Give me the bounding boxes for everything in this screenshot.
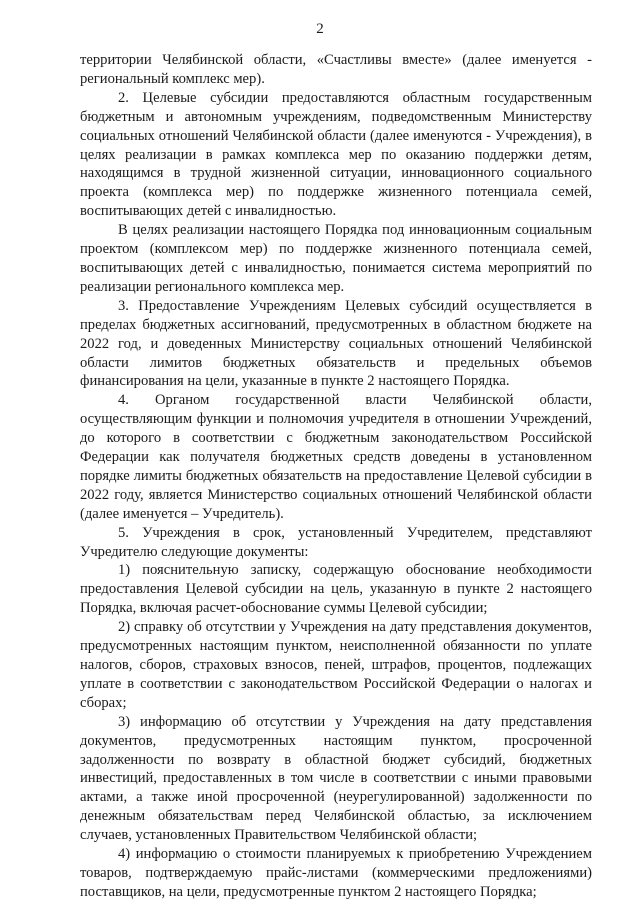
paragraph-subitem-4: 4) информацию о стоимости планируемых к приобретению Учреждением товаров, подтверждаемую прайс-листами (коммерческими предложениями) поставщиков, на цели, предусмотренные пунктом 2 настоящего Порядка; <box>80 846 592 900</box>
paragraph-subitem-1: 1) пояснительную записку, содержащую обоснование необходимости предоставления Целевой субсидии на цель, указанную в пункте 2 настоящего Порядка, включая расчет-обоснование суммы Целевой субсидии; <box>80 562 592 617</box>
page-number: 2 <box>316 21 324 37</box>
paragraph-item-5: 5. Учреждения в срок, установленный Учредителем, представляют Учредителю следующие документы: <box>80 524 592 560</box>
paragraph-definition: В целях реализации настоящего Порядка под инновационным социальным проектом (комплексом мер) по поддержке жизненного потенциала семей, воспитывающих детей с инвалидностью, понимается система мероприятий по реализации регионального комплекса мер. <box>80 222 592 295</box>
paragraph-item-4: 4. Органом государственной власти Челябинской области, осуществляющим функции и полномочия учредителя в отношении Учреждений, до которого в соответствии с бюджетным законодательством Российской Федерации как получателя бюджетных средств доведены в установленном порядке лимиты бюджетных обязательств на предоставление Целевой субсидии в 2022 году, является Министерство социальных отношений Челябинской области (далее именуется – Учредитель). <box>80 392 592 522</box>
paragraph-item-3: 3. Предоставление Учреждениям Целевых субсидий осуществляется в пределах бюджетных ассигнований, предусмотренных в областном бюджете на 2022 год, и доведенных Министерству социальных отношений Челябинской области лимитов бюджетных обязательств и предельных объемов финансирования на цели, указанные в пункте 2 настоящего Порядка. <box>80 297 592 390</box>
paragraph-subitem-2: 2) справку об отсутствии у Учреждения на дату представления документов, предусмотренных настоящим пунктом, неисполненной обязанности по уплате налогов, сборов, страховых взносов, пеней, штрафов, процентов, подлежащих уплате в соответствии с законодательством Российской Федерации о налогах и сборах; <box>80 619 592 711</box>
paragraph-item-2: 2. Целевые субсидии предоставляются областным государственным бюджетным и автономным учреждениям, подведомственным Министерству социальных отношений Челябинской области (далее именуются - Учреждения), в целях реализации в рамках комплекса мер по оказанию поддержки детям, находящимся в трудной жизненной ситуации, инновационного социального проекта (комплекса мер) по поддержке жизненного потенциала семей, воспитывающих детей с инвалидностью. <box>80 89 592 220</box>
document-body <box>80 51 592 902</box>
paragraph-continuation: территории Челябинской области, «Счастливы вместе» (далее именуется - региональный комплекс мер). <box>80 52 592 87</box>
paragraph-subitem-3: 3) информацию об отсутствии у Учреждения на дату представления документов, предусмотренных настоящим пунктом, просроченной задолженности по возврату в областной бюджет субсидий, бюджетных инвестиций, предоставленных в том числе в соответствии с иными правовыми актами, а также иной просроченной (неурегулированной) задолженности по денежным обязательствам перед Челябинской областью, за исключением случаев, установленных Правительством Челябинской области; <box>80 713 592 844</box>
